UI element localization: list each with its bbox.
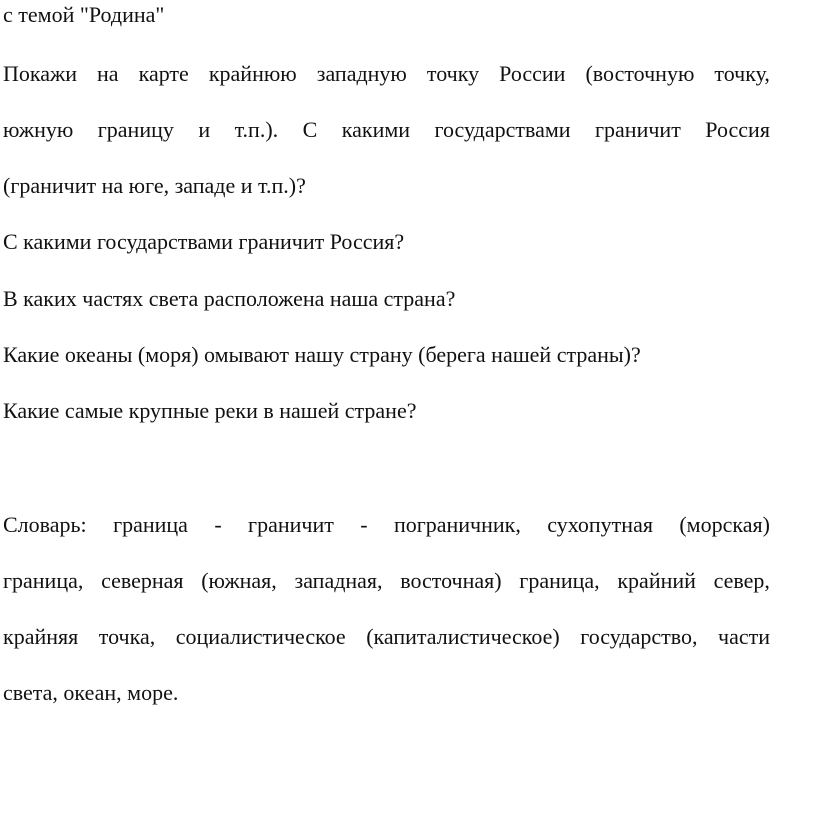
word: восточная): [400, 568, 502, 593]
vocabulary-line-1: [3, 510, 770, 540]
word: Покажи: [3, 61, 77, 86]
question-4: Какие океаны (моря) омывают нашу страну (берега нашей страны)?: [3, 342, 641, 367]
word: на: [97, 61, 119, 86]
word: север,: [713, 568, 770, 593]
vocabulary-line-4: света, океан, море.: [3, 680, 179, 705]
word: сухопутная: [547, 512, 653, 537]
word: северная: [101, 568, 184, 593]
word: точку,: [714, 61, 770, 86]
word: С: [302, 117, 318, 142]
question-2: С какими государствами граничит Россия?: [3, 229, 405, 254]
word: западная,: [294, 568, 383, 593]
word: государствами: [434, 117, 571, 142]
question-3: В каких частях света расположена наша страна?: [3, 286, 456, 311]
word: граница,: [519, 568, 600, 593]
word: карте: [138, 61, 189, 86]
word: и: [198, 117, 211, 142]
question-5: Какие самые крупные реки в нашей стране?: [3, 398, 417, 423]
topic-line: с темой "Родина": [3, 2, 165, 27]
word: части: [718, 624, 770, 649]
word: -: [214, 512, 222, 537]
word: точку: [426, 61, 480, 86]
word: (восточную: [585, 61, 695, 86]
word: (южная,: [201, 568, 277, 593]
word: (морская): [679, 512, 770, 537]
word: западную: [316, 61, 407, 86]
word: России: [499, 61, 566, 86]
vocabulary-line-2: [3, 566, 770, 596]
word: границу: [97, 117, 174, 142]
word: т.п.).: [234, 117, 279, 142]
word: граница,: [3, 568, 84, 593]
word: Россия: [705, 117, 770, 142]
question-1-line-2: [3, 115, 770, 145]
word: крайняя: [3, 624, 79, 649]
word: южную: [3, 117, 74, 142]
word: (капиталистическое): [366, 624, 560, 649]
question-1-line-3: (граничит на юге, западе и т.п.)?: [3, 173, 306, 198]
word: -: [360, 512, 368, 537]
word: точка,: [98, 624, 156, 649]
question-1-line-1: [3, 59, 770, 89]
word: государство,: [580, 624, 698, 649]
word: социалистическое: [175, 624, 346, 649]
vocabulary-line-3: [3, 622, 770, 652]
word: граничит: [595, 117, 681, 142]
word: Словарь:: [3, 512, 87, 537]
word: крайний: [617, 568, 696, 593]
word: какими: [341, 117, 411, 142]
word: пограничник,: [393, 512, 521, 537]
word: крайнюю: [208, 61, 297, 86]
word: граница: [113, 512, 188, 537]
word: граничит: [248, 512, 334, 537]
